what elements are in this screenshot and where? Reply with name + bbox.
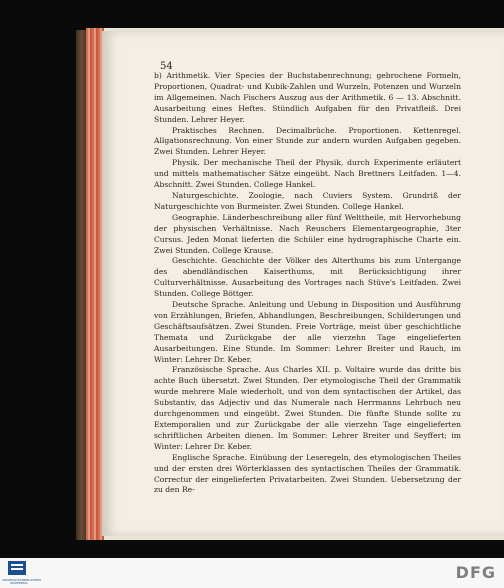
library-logo-text: UNIVERSITÄTSBIBLIOTHEK WUPPERTAL (2, 578, 42, 585)
paragraph-geographie: Geographie. Länderbeschreibung aller fünf Welttheile, mit Hervorhebung der physischen Verhältnisse. Nach Reuschers Elementargeographie, 3ter Cursus. Jeden Monat lieferten die Schüler eine hydrographische Charte ein. Zwei Stunden. College Krause. (154, 212, 461, 255)
paragraph-rechnen: Praktisches Rechnen. Decimalbrüche. Proportionen. Kettenregel. Allgationsrechnung. Von einer Stunde zur andern wurden Aufgaben gegeben. Zwei Stunden. Lehrer Heyer. (154, 125, 461, 157)
page-number: 54 (160, 61, 173, 72)
paragraph-englisch: Englische Sprache. Einübung der Leseregeln, des etymologischen Theiles und der ersten drei Wörterklassen des syntactischen Theiles der Grammatik. Correctur der eingelieferten Privatarbeiten. Zwei Stunden. Uebersetzung der zu den Re- (154, 452, 461, 495)
paragraph-arithmetik: b) Arithmetik. Vier Species der Buchstabenrechnung; gebrochene Formeln, Proportionen, Quadrat- und Kubik-Zahlen und Wurzeln, Potenzen und Wurzeln im Allgemeinen. Nach Fischers Auszug aus der Arithmetik. 6 — 13. Abschnitt. Ausarbeitung eines Heftes. Stündlich Aufgaben für den Privatfleiß. Drei Stunden. Lehrer Heyer. (154, 71, 461, 124)
paragraph-naturgeschichte: Naturgeschichte. Zoologie, nach Cuviers System. Grundriß der Naturgeschichte von Burmeister. Zwei Stunden. College Hankel. (154, 190, 461, 211)
viewer-footer (0, 558, 504, 588)
library-logo-icon (2, 559, 32, 579)
paragraph-deutsch: Deutsche Sprache. Anleitung und Uebung in Disposition und Ausführung von Erzählungen, Briefen, Abhandlungen, Beschreibungen, Schilderungen und Geschäftsaufsätzen. Zwei Stunden. Freie Vorträge, meist über geschichtliche Themata und Zurückgabe der alle vierzehn Tage eingelieferten Ausarbeitungen. Eine Stunde. Im Sommer: Lehrer Breiter und Rauch, im Winter: Lehrer Dr. Keber. (154, 300, 461, 364)
library-logo[interactable] (2, 559, 42, 587)
paragraph-geschichte: Geschichte. Geschichte der Völker des Alterthums bis zum Untergange des abendländischen Kaiserthums, mit Berücksichtigung ihrer Culturverhältnisse. Ausarbeitung des Vortrages nach Stüve's Leitfaden. Zwei Stunden. College Böttger. (154, 256, 461, 299)
page-text (154, 59, 461, 496)
paragraph-franzoesisch: Französische Sprache. Aus Charles XII. p. Voltaire wurde das dritte bis achte Buch übersetzt. Zwei Stunden. Der etymologische Theil der Grammatik wurde mehrere Male wiederholt, und von dem syntactischen der Artikel, das Substantiv, das Adjectiv und das Numerale nach Herrmanns Lehrbuch neu durchgenommen und eingeübt. Zwei Stunden. Die fünfte Stunde sollte zu Extemporalien und zur Zurückgabe der alle vierzehn Tage eingelieferten schriftlichen Arbeiten dienen. Im Sommer: Lehrer Breiter und Seyffert; im Winter: Lehrer Dr. Keber. (154, 365, 461, 451)
dfg-logo[interactable]: DFG (455, 563, 496, 582)
paragraph-physik: Physik. Der mechanische Theil der Physik, durch Experimente erläutert und mittels mathematischer Sätze eingeübt. Nach Brettners Leitfaden. 1—4. Abschnitt. Zwei Stunden. College Hankel. (154, 158, 461, 190)
